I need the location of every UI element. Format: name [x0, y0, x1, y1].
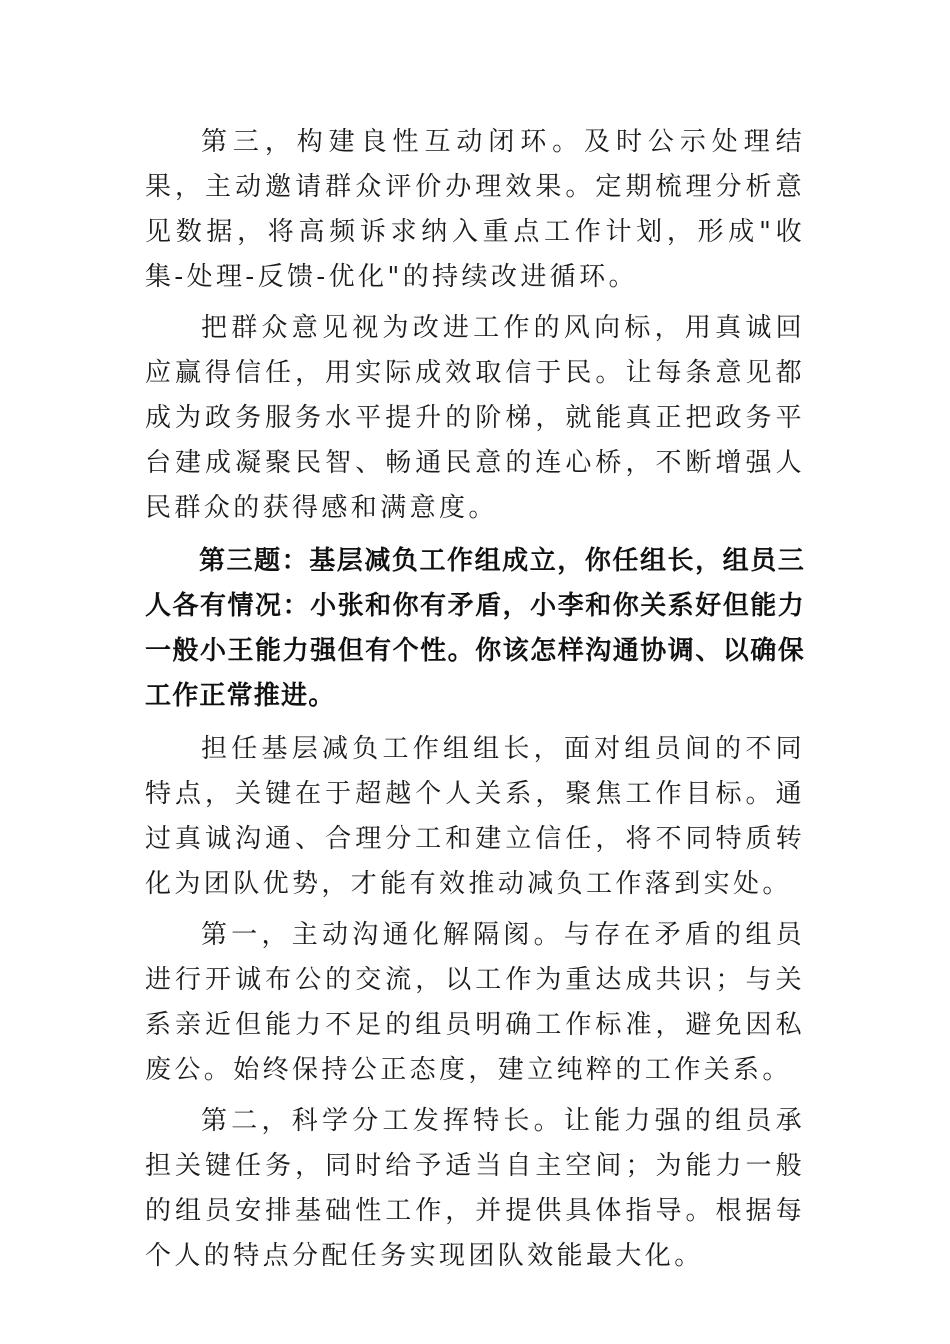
- paragraph-improvement-loop: 第三，构建良性互动闭环。及时公示处理结果，主动邀请群众评价办理效果。定期梳理分析意见数据，将高频诉求纳入重点工作计划，形成"收集-处理-反馈-优化"的持续改进循环。: [145, 127, 805, 292]
- paragraph-second-division: 第二，科学分工发挥特长。让能力强的组员承担关键任务，同时给予适当自主空间；为能力一般的组员安排基础性工作，并提供具体指导。根据每个人的特点分配任务实现团队效能最大化。: [145, 1106, 805, 1271]
- paragraph-first-communication: 第一，主动沟通化解隔阂。与存在矛盾的组员进行开诚布公的交流，以工作为重达成共识；与关系亲近但能力不足的组员明确工作标准，避免因私废公。始终保持公正态度，建立纯粹的工作关系。: [145, 920, 805, 1085]
- question-heading: 第三题：基层减负工作组成立，你任组长，组员三人各有情况：小张和你有矛盾，小李和你关系好但能力一般小王能力强但有个性。你该怎样沟通协调、以确保工作正常推进。: [145, 546, 805, 711]
- document-page: [145, 120, 805, 1279]
- paragraph-team-leader: 担任基层减负工作组组长，面对组员间的不同特点，关键在于超越个人关系，聚焦工作目标。通过真诚沟通、合理分工和建立信任，将不同特质转化为团队优势，才能有效推动减负工作落到实处。: [145, 734, 805, 899]
- paragraph-public-opinion: 把群众意见视为改进工作的风向标，用真诚回应赢得信任，用实际成效取信于民。让每条意见都成为政务服务水平提升的阶梯，就能真正把政务平台建成凝聚民智、畅通民意的连心桥，不断增强人民群众的获得感和满意度。: [145, 313, 805, 523]
